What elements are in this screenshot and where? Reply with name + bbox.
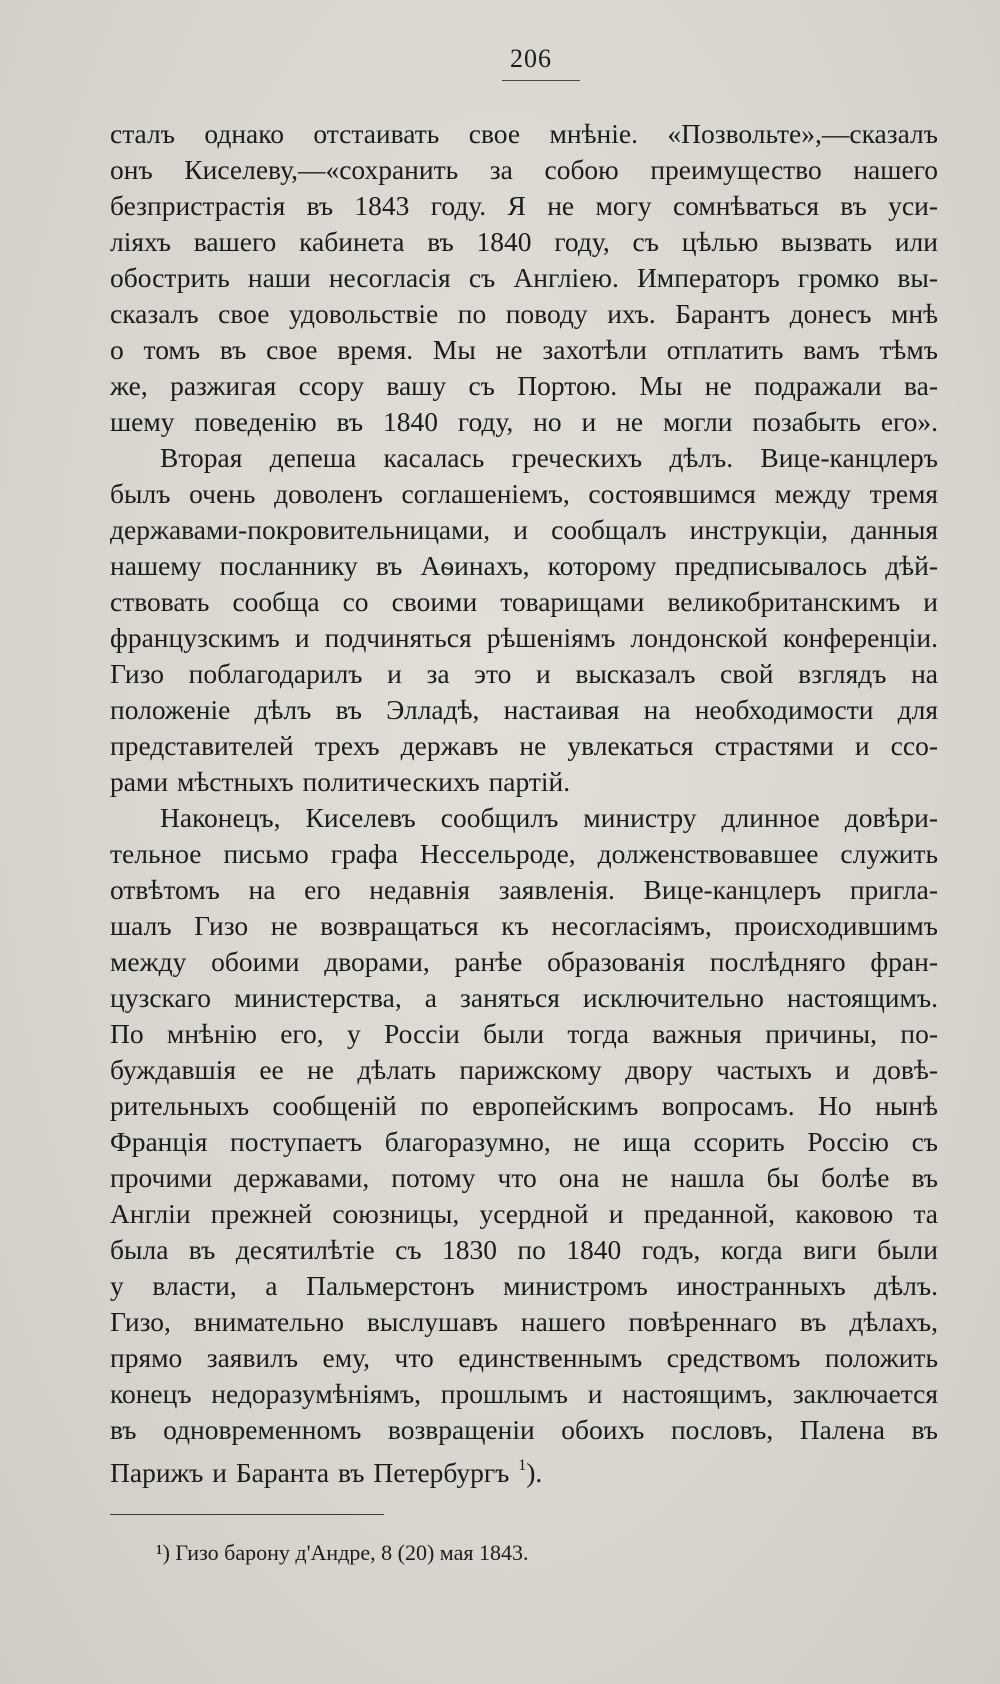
footnote-separator <box>110 1514 384 1515</box>
paragraph-start-line: Наконецъ, Киселевъ сообщилъ министру длинное довѣри- <box>160 802 938 833</box>
text-line: у власти, а Пальмерстонъ министромъ иностранныхъ дѣлъ. <box>110 1270 938 1301</box>
text-line: обострить наши несогласія съ Англіею. Императоръ громко вы- <box>110 262 938 293</box>
text-line: же, разжигая ссору вашу съ Портою. Мы не подражали ва- <box>110 370 938 401</box>
text-line: между обоими дворами, ранѣе образованія послѣдняго фран- <box>110 946 938 977</box>
text-line: Гизо поблагодарилъ и за это и высказалъ свой взглядъ на <box>110 658 938 689</box>
text-line: тельное письмо графа Нессельроде, долженствовавшее служить <box>110 838 938 869</box>
text-line: державами-покровительницами, и сообщалъ инструкціи, данныя <box>110 514 938 545</box>
text-line: шему поведенію въ 1840 году, но и не могли позабыть его». <box>110 406 938 437</box>
footnote-reference: 1 <box>518 1457 527 1474</box>
text-line: Англіи прежней союзницы, усердной и преданной, каковою та <box>110 1198 938 1229</box>
text-line: отвѣтомъ на его недавнія заявленія. Вице-канцлеръ пригла- <box>110 874 938 905</box>
text-line: безпристрастія въ 1843 году. Я не могу сомнѣваться въ уси- <box>110 190 938 221</box>
text-line: конецъ недоразумѣніямъ, прошлымъ и настоящимъ, заключается <box>110 1378 938 1409</box>
page-number: 206 <box>510 44 552 73</box>
text-line: представителей трехъ державъ не увлекаться страстями и ссо- <box>110 730 938 761</box>
text-line: Гизо, внимательно выслушавъ нашего повѣреннаго въ дѣлахъ, <box>110 1306 938 1337</box>
text-line: цузскаго министерства, а заняться исключительно настоящимъ. <box>110 982 938 1013</box>
text-line: рительныхъ сообщеній по европейскимъ вопросамъ. Но нынѣ <box>110 1090 938 1121</box>
text-line: прочими державами, потому что она не нашла бы болѣе въ <box>110 1162 938 1193</box>
text-line: ліяхъ вашего кабинета въ 1840 году, съ цѣлью вызвать или <box>110 226 938 257</box>
body-text <box>110 116 938 1488</box>
text-line: сказалъ свое удовольствіе по поводу ихъ. Барантъ донесъ мнѣ <box>110 298 938 329</box>
text-line: Франція поступаетъ благоразумно, не ища ссорить Россію съ <box>110 1126 938 1157</box>
text-line: былъ очень доволенъ соглашеніемъ, состоявшимся между тремя <box>110 478 938 509</box>
text-line: была въ десятилѣтіе съ 1830 по 1840 годъ, когда виги были <box>110 1234 938 1265</box>
text-line: прямо заявилъ ему, что единственнымъ средствомъ положить <box>110 1342 938 1373</box>
text-line: сталъ однако отстаивать свое мнѣніе. «Позвольте»,—сказалъ <box>110 118 938 149</box>
text-line: шалъ Гизо не возвращаться къ несогласіямъ, происходившимъ <box>110 910 938 941</box>
text-line: ствовать сообща со своими товарищами великобританскимъ и <box>110 586 938 617</box>
page-number-rule <box>502 80 580 81</box>
text-line: французскимъ и подчиняться рѣшеніямъ лондонской конференціи. <box>110 622 938 653</box>
final-line-tail: ). <box>526 1457 543 1488</box>
paragraph-end-line <box>110 1448 938 1488</box>
final-line-text: Парижъ и Баранта въ Петербургъ <box>110 1457 510 1488</box>
text-line: въ одновременномъ возвращеніи обоихъ пословъ, Палена въ <box>110 1414 938 1445</box>
text-line: онъ Киселеву,—«сохранить за собою преимущество нашего <box>110 154 938 185</box>
text-line: о томъ въ свое время. Мы не захотѣли отплатить вамъ тѣмъ <box>110 334 938 365</box>
paragraph-end-line: рами мѣстныхъ политическихъ партій. <box>110 766 571 797</box>
text-line: буждавшія ее не дѣлать парижскому двору частыхъ и довѣ- <box>110 1054 938 1085</box>
text-line: нашему посланнику въ Аѳинахъ, которому предписывалось дѣй- <box>110 550 938 581</box>
footnote: ¹) Гизо барону д'Андре, 8 (20) мая 1843. <box>156 1540 529 1565</box>
paragraph-start-line: Вторая депеша касалась греческихъ дѣлъ. Вице-канцлеръ <box>160 442 938 473</box>
text-line: По мнѣнію его, у Россіи были тогда важныя причины, по- <box>110 1018 938 1049</box>
text-line: положеніе дѣлъ въ Элладѣ, настаивая на необходимости для <box>110 694 938 725</box>
